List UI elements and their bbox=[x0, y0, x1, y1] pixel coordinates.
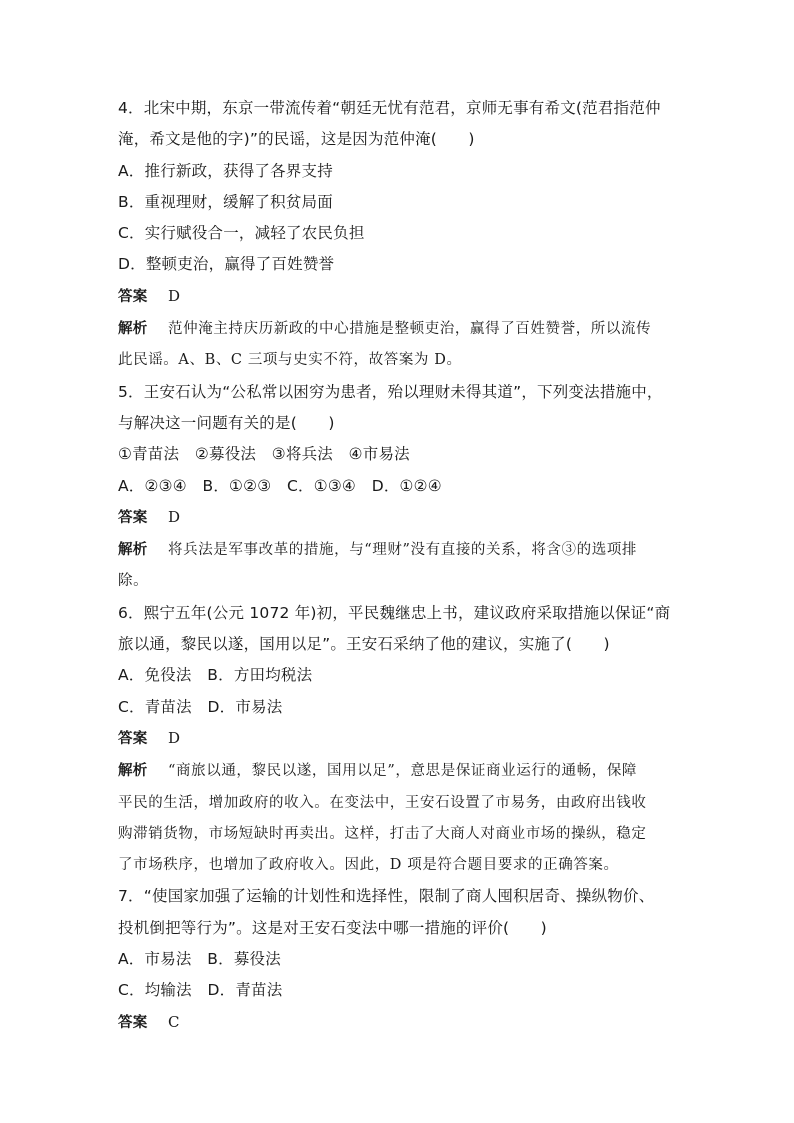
option-row: A．市易法 B．募役法 bbox=[118, 950, 281, 969]
explanation-text: 平民的生活，增加政府的收入。在变法中，王安石设置了市易务，由政府出钱收 bbox=[118, 794, 647, 811]
answer-value: D bbox=[168, 507, 181, 526]
answer-label: 答案 bbox=[118, 509, 148, 526]
answer-value: D bbox=[168, 728, 181, 747]
question-stem-line: 投机倒把等行为”。这是对王安石变法中哪一措施的评价( ) bbox=[118, 918, 547, 937]
answer-row bbox=[118, 723, 678, 755]
document-page bbox=[118, 93, 678, 1039]
question-stem-line: ①青苗法 ②募役法 ③将兵法 ④市易法 bbox=[118, 445, 410, 464]
question-6 bbox=[118, 598, 678, 882]
option-row: C．青苗法 D．市易法 bbox=[118, 697, 283, 716]
option-c: C．实行赋役合一，减轻了农民负担 bbox=[118, 224, 365, 243]
question-7 bbox=[118, 881, 678, 1038]
answer-label: 答案 bbox=[118, 730, 148, 747]
explanation-row bbox=[118, 755, 678, 787]
question-5 bbox=[118, 377, 678, 598]
explanation-text: 将兵法是军事改革的措施，与“理财”没有直接的关系，将含③的选项排 bbox=[168, 542, 638, 559]
question-stem-line: 5．王安石认为“公私常以困穷为患者，殆以理财未得其道”，下列变法措施中， bbox=[118, 382, 663, 401]
explanation-label: 解析 bbox=[118, 763, 148, 780]
explanation-text: 了市场秩序，也增加了政府收入。因此，D 项是符合题目要求的正确答案。 bbox=[118, 857, 619, 874]
question-stem-line: 旅以通，黎民以遂，国用以足”。王安石采纳了他的建议，实施了( ) bbox=[118, 635, 610, 654]
question-stem-line: 与解决这一问题有关的是( ) bbox=[118, 413, 335, 432]
answer-label: 答案 bbox=[118, 1014, 148, 1031]
explanation-row bbox=[118, 313, 678, 345]
explanation-text: 除。 bbox=[118, 573, 149, 590]
explanation-text: 此民谣。A、B、C 三项与史实不符，故答案为 D。 bbox=[118, 352, 462, 369]
answer-row bbox=[118, 281, 678, 313]
answer-value: C bbox=[168, 1012, 180, 1031]
option-d: D．整顿吏治，赢得了百姓赞誉 bbox=[118, 255, 335, 274]
question-stem-line: 淹，希文是他的字)”的民谣，这是因为范仲淹( ) bbox=[118, 130, 475, 149]
explanation-label: 解析 bbox=[118, 542, 148, 559]
explanation-text: “商旅以通，黎民以遂，国用以足”，意思是保证商业运行的通畅，保障 bbox=[168, 763, 638, 780]
answer-value: D bbox=[168, 286, 181, 305]
answer-row bbox=[118, 1007, 678, 1039]
option-row: A．②③④ B．①②③ C．①③④ D．①②④ bbox=[118, 476, 442, 495]
option-b: B．重视理财，缓解了积贫局面 bbox=[118, 192, 333, 211]
option-row: A．免役法 B．方田均税法 bbox=[118, 666, 313, 685]
answer-row bbox=[118, 502, 678, 534]
explanation-text: 购滞销货物，市场短缺时再卖出。这样，打击了大商人对商业市场的操纵，稳定 bbox=[118, 825, 647, 842]
question-stem-line: 6．熙宁五年(公元 1072 年)初，平民魏继忠上书，建议政府采取措施以保证“商 bbox=[118, 603, 671, 622]
question-stem-line: 7．“使国家加强了运输的计划性和选择性，限制了商人囤积居奇、操纵物价、 bbox=[118, 887, 655, 906]
explanation-row bbox=[118, 534, 678, 566]
option-a: A．推行新政，获得了各界支持 bbox=[118, 161, 333, 180]
question-4 bbox=[118, 93, 678, 377]
question-stem-line: 4．北宋中期，东京一带流传着“朝廷无忧有范君，京师无事有希文(范君指范仲 bbox=[118, 99, 661, 117]
explanation-text: 范仲淹主持庆历新政的中心措施是整顿吏治，赢得了百姓赞誉，所以流传 bbox=[168, 321, 652, 338]
answer-label: 答案 bbox=[118, 288, 148, 305]
explanation-label: 解析 bbox=[118, 321, 148, 338]
option-row: C．均输法 D．青苗法 bbox=[118, 981, 283, 1000]
